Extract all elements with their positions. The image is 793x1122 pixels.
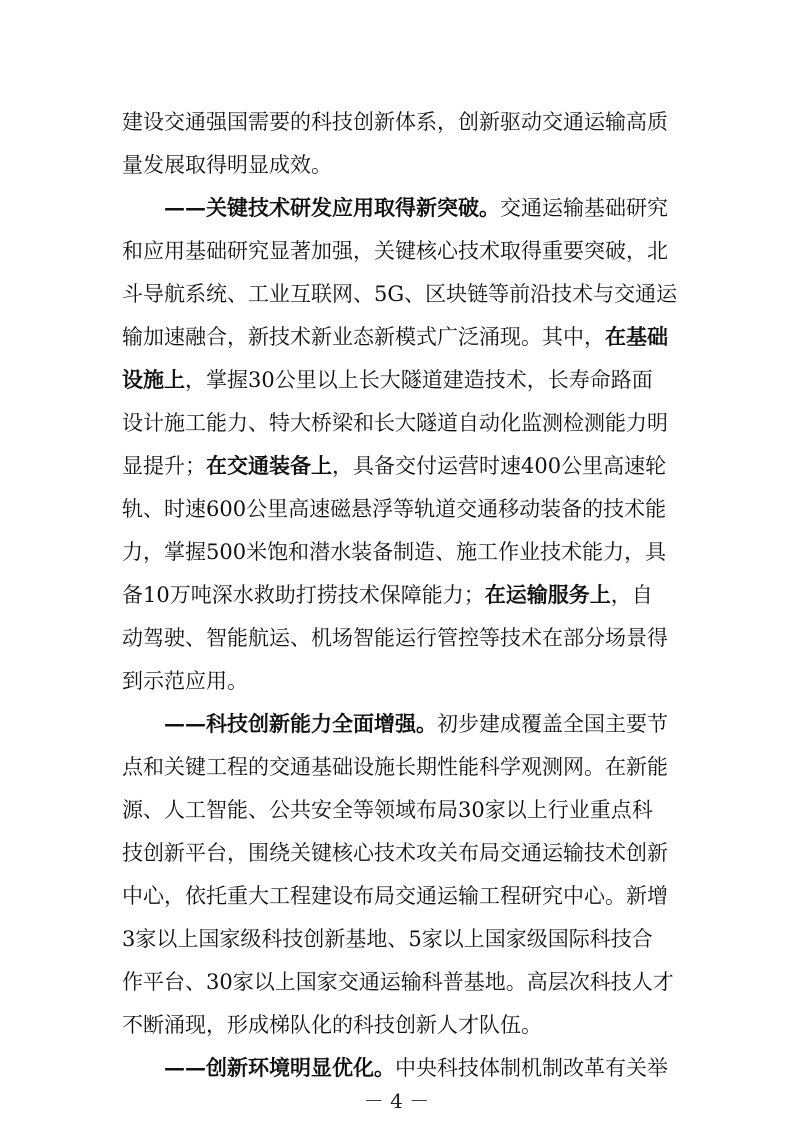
text-line — [122, 618, 682, 658]
text-run: 中央科技体制机制改革有关举 — [395, 1056, 668, 1080]
text-run: 源、人工智能、公共安全等领域布局30家以上行业重点科 — [122, 798, 653, 822]
text-run: 到示范应用。 — [122, 669, 248, 693]
text-run: 技创新平台，围绕关键核心技术攻关布局交通运输技术创新 — [122, 841, 668, 865]
text-run: 中心，依托重大工程建设布局交通运输工程研究中心。新增 — [122, 884, 668, 908]
text-line — [122, 317, 682, 357]
text-run: 动驾驶、智能航运、机场智能运行管控等技术在部分场景得 — [122, 626, 668, 650]
page-number: － 4 － — [363, 1089, 430, 1113]
text-line — [122, 876, 682, 916]
text-run: 输加速融合，新技术新业态新模式广泛涌现。其中， — [122, 325, 605, 349]
emphasis-text: 设施上 — [122, 367, 185, 392]
text-line — [122, 231, 682, 271]
text-line — [122, 919, 682, 959]
text-run: 设计施工能力、特大桥梁和长大隧道自动化监测检测能力明 — [122, 411, 668, 435]
text-line — [122, 833, 682, 873]
emphasis-text: 在基础 — [605, 324, 668, 349]
text-run: 显提升； — [122, 454, 206, 478]
text-run: 力，掌握500米饱和潜水装备制造、施工作业技术能力，具 — [122, 540, 667, 564]
text-run: 交通运输基础研究 — [500, 196, 668, 220]
text-run: 初步建成覆盖全国主要节 — [437, 712, 668, 736]
paragraph-heading: ——创新环境明显优化。 — [164, 1055, 395, 1080]
text-line — [122, 661, 682, 701]
text-line — [122, 403, 682, 443]
text-line — [122, 790, 682, 830]
paragraph-heading: ——科技创新能力全面增强。 — [164, 711, 437, 736]
emphasis-text: 在交通装备上 — [206, 453, 332, 478]
paragraph-heading: ——关键技术研发应用取得新突破。 — [164, 195, 500, 220]
paragraph-heading-line — [122, 1048, 682, 1088]
text-line — [122, 360, 682, 400]
text-line — [122, 446, 682, 486]
text-line — [122, 102, 682, 142]
text-run: 3家以上国家级科技创新基地、5家以上国家级国际科技合 — [122, 927, 653, 951]
text-run: 作平台、30家以上国家交通运输科普基地。高层次科技人才 — [122, 970, 674, 994]
paragraph-heading-line — [122, 188, 682, 228]
text-line — [122, 575, 682, 615]
text-run: ，自 — [610, 583, 653, 607]
text-run: 量发展取得明显成效。 — [122, 153, 332, 177]
text-line — [122, 532, 682, 572]
text-line — [122, 145, 682, 185]
paragraph-heading-line — [122, 704, 682, 744]
text-run: 斗导航系统、工业互联网、5G、区块链等前沿技术与交通运 — [122, 282, 678, 306]
text-line — [122, 1005, 682, 1045]
text-run: 和应用基础研究显著加强，关键核心技术取得重要突破，北 — [122, 239, 668, 263]
text-run: 点和关键工程的交通基础设施长期性能科学观测网。在新能 — [122, 755, 668, 779]
text-line — [122, 747, 682, 787]
text-line — [122, 962, 682, 1002]
text-run: ，具备交付运营时速400公里高速轮 — [332, 454, 667, 478]
text-run: 备10万吨深水救助打捞技术保障能力； — [122, 583, 485, 607]
text-run: 建设交通强国需要的科技创新体系，创新驱动交通运输高质 — [122, 110, 668, 134]
text-run: 轨、时速600公里高速磁悬浮等轨道交通移动装备的技术能 — [122, 497, 667, 521]
text-run: 不断涌现，形成梯队化的科技创新人才队伍。 — [122, 1013, 542, 1037]
text-run: ，掌握30公里以上长大隧道建造技术，长寿命路面 — [185, 368, 653, 392]
text-line — [122, 274, 682, 314]
emphasis-text: 在运输服务上 — [484, 582, 611, 607]
text-line — [122, 489, 682, 529]
